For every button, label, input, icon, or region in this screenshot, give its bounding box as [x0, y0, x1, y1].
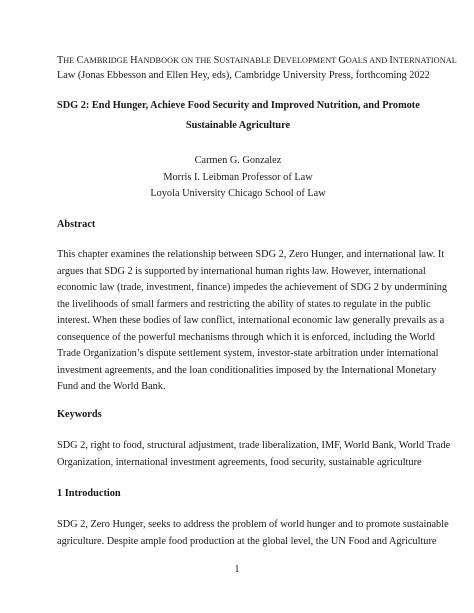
header-part-cap: D: [273, 55, 281, 66]
introduction-heading: 1 Introduction: [57, 488, 121, 499]
abstract-line: argues that SDG 2 is supported by international human rights law. However, international: [57, 265, 426, 277]
abstract-line: consequence of the powerful mechanisms through which it is enforced, including the World: [57, 331, 435, 343]
header-part-cap: S: [213, 55, 220, 66]
abstract-line: Fund and the World Bank.: [57, 381, 166, 392]
page-number: 1: [234, 564, 240, 575]
header-part-cap: H: [130, 55, 138, 66]
introduction-line: agriculture. Despite ample food production at the global level, the UN Food and Agriculture: [57, 535, 437, 547]
keywords-line: Organization, international investment agreements, food security, sustainable agriculture: [57, 456, 422, 468]
title-line-2: Sustainable Agriculture: [185, 120, 291, 131]
introduction-line: SDG 2, Zero Hunger, seeks to address the problem of world hunger and to promote sustainable: [57, 519, 449, 530]
abstract-line: economic law (trade, investment, finance) impedes the achievement of SDG 2 by undermining: [57, 282, 448, 293]
author-block: [57, 153, 419, 203]
header-part-smallcaps: ANDBOOK ON THE: [137, 56, 214, 65]
header-part-cap: T: [57, 55, 64, 66]
abstract-line: the livelihoods of small farmers and restricting the ability of states to regulate in the public: [57, 298, 431, 310]
header-line-2: Law (Jonas Ebbesson and Ellen Hey, eds), Cambridge University Press, forthcoming 2022: [57, 69, 430, 81]
header-part: [273, 55, 338, 66]
title-line-1: SDG 2: End Hunger, Achieve Food Security and Improved Nutrition, and Promote: [57, 100, 420, 111]
header-part: [57, 55, 77, 66]
introduction-body: [57, 517, 449, 550]
header-part: [338, 55, 389, 66]
header-part: [389, 55, 456, 66]
header-part-smallcaps: HE: [63, 56, 77, 65]
author-position: Morris I. Leibman Professor of Law: [163, 171, 313, 183]
header-part-smallcaps: USTAINABLE: [219, 56, 274, 65]
abstract-line: investment agreements, and the loan conditionalities imposed by the International Monetary: [57, 364, 437, 376]
header-part: [214, 55, 274, 66]
author-name: Carmen G. Gonzalez: [194, 155, 282, 166]
header-part-smallcaps: NTERNATIONAL: [392, 56, 457, 65]
abstract-line: interest. When these bodies of law conflict, international economic law generally prevails as a: [57, 315, 445, 326]
author-affiliation: Loyola University Chicago School of Law: [150, 188, 326, 199]
keywords-body: [57, 438, 451, 471]
header-part-smallcaps: EVELOPMENT: [280, 56, 339, 65]
abstract-heading: Abstract: [57, 219, 96, 230]
keywords-heading: Keywords: [57, 409, 102, 420]
header-part-cap: G: [338, 55, 346, 66]
header-part-smallcaps: AMBRIDGE: [83, 56, 131, 65]
header-part-cap: I: [389, 55, 393, 66]
header-part: [130, 55, 214, 66]
abstract-line: Trade Organization’s dispute settlement system, investor-state arbitration under international: [57, 348, 439, 359]
paper-title: [57, 96, 419, 136]
header-line-1: [57, 54, 457, 69]
abstract-line: This chapter examines the relationship between SDG 2, Zero Hunger, and international law. It: [57, 249, 445, 260]
keywords-line: SDG 2, right to food, structural adjustment, trade liberalization, IMF, World Bank, World Trade: [57, 440, 451, 451]
header-part: [77, 55, 131, 66]
book-citation-header: [57, 54, 457, 83]
header-part-smallcaps: OALS AND: [345, 56, 390, 65]
header-part-cap: C: [76, 55, 84, 66]
abstract-body: [57, 247, 448, 396]
